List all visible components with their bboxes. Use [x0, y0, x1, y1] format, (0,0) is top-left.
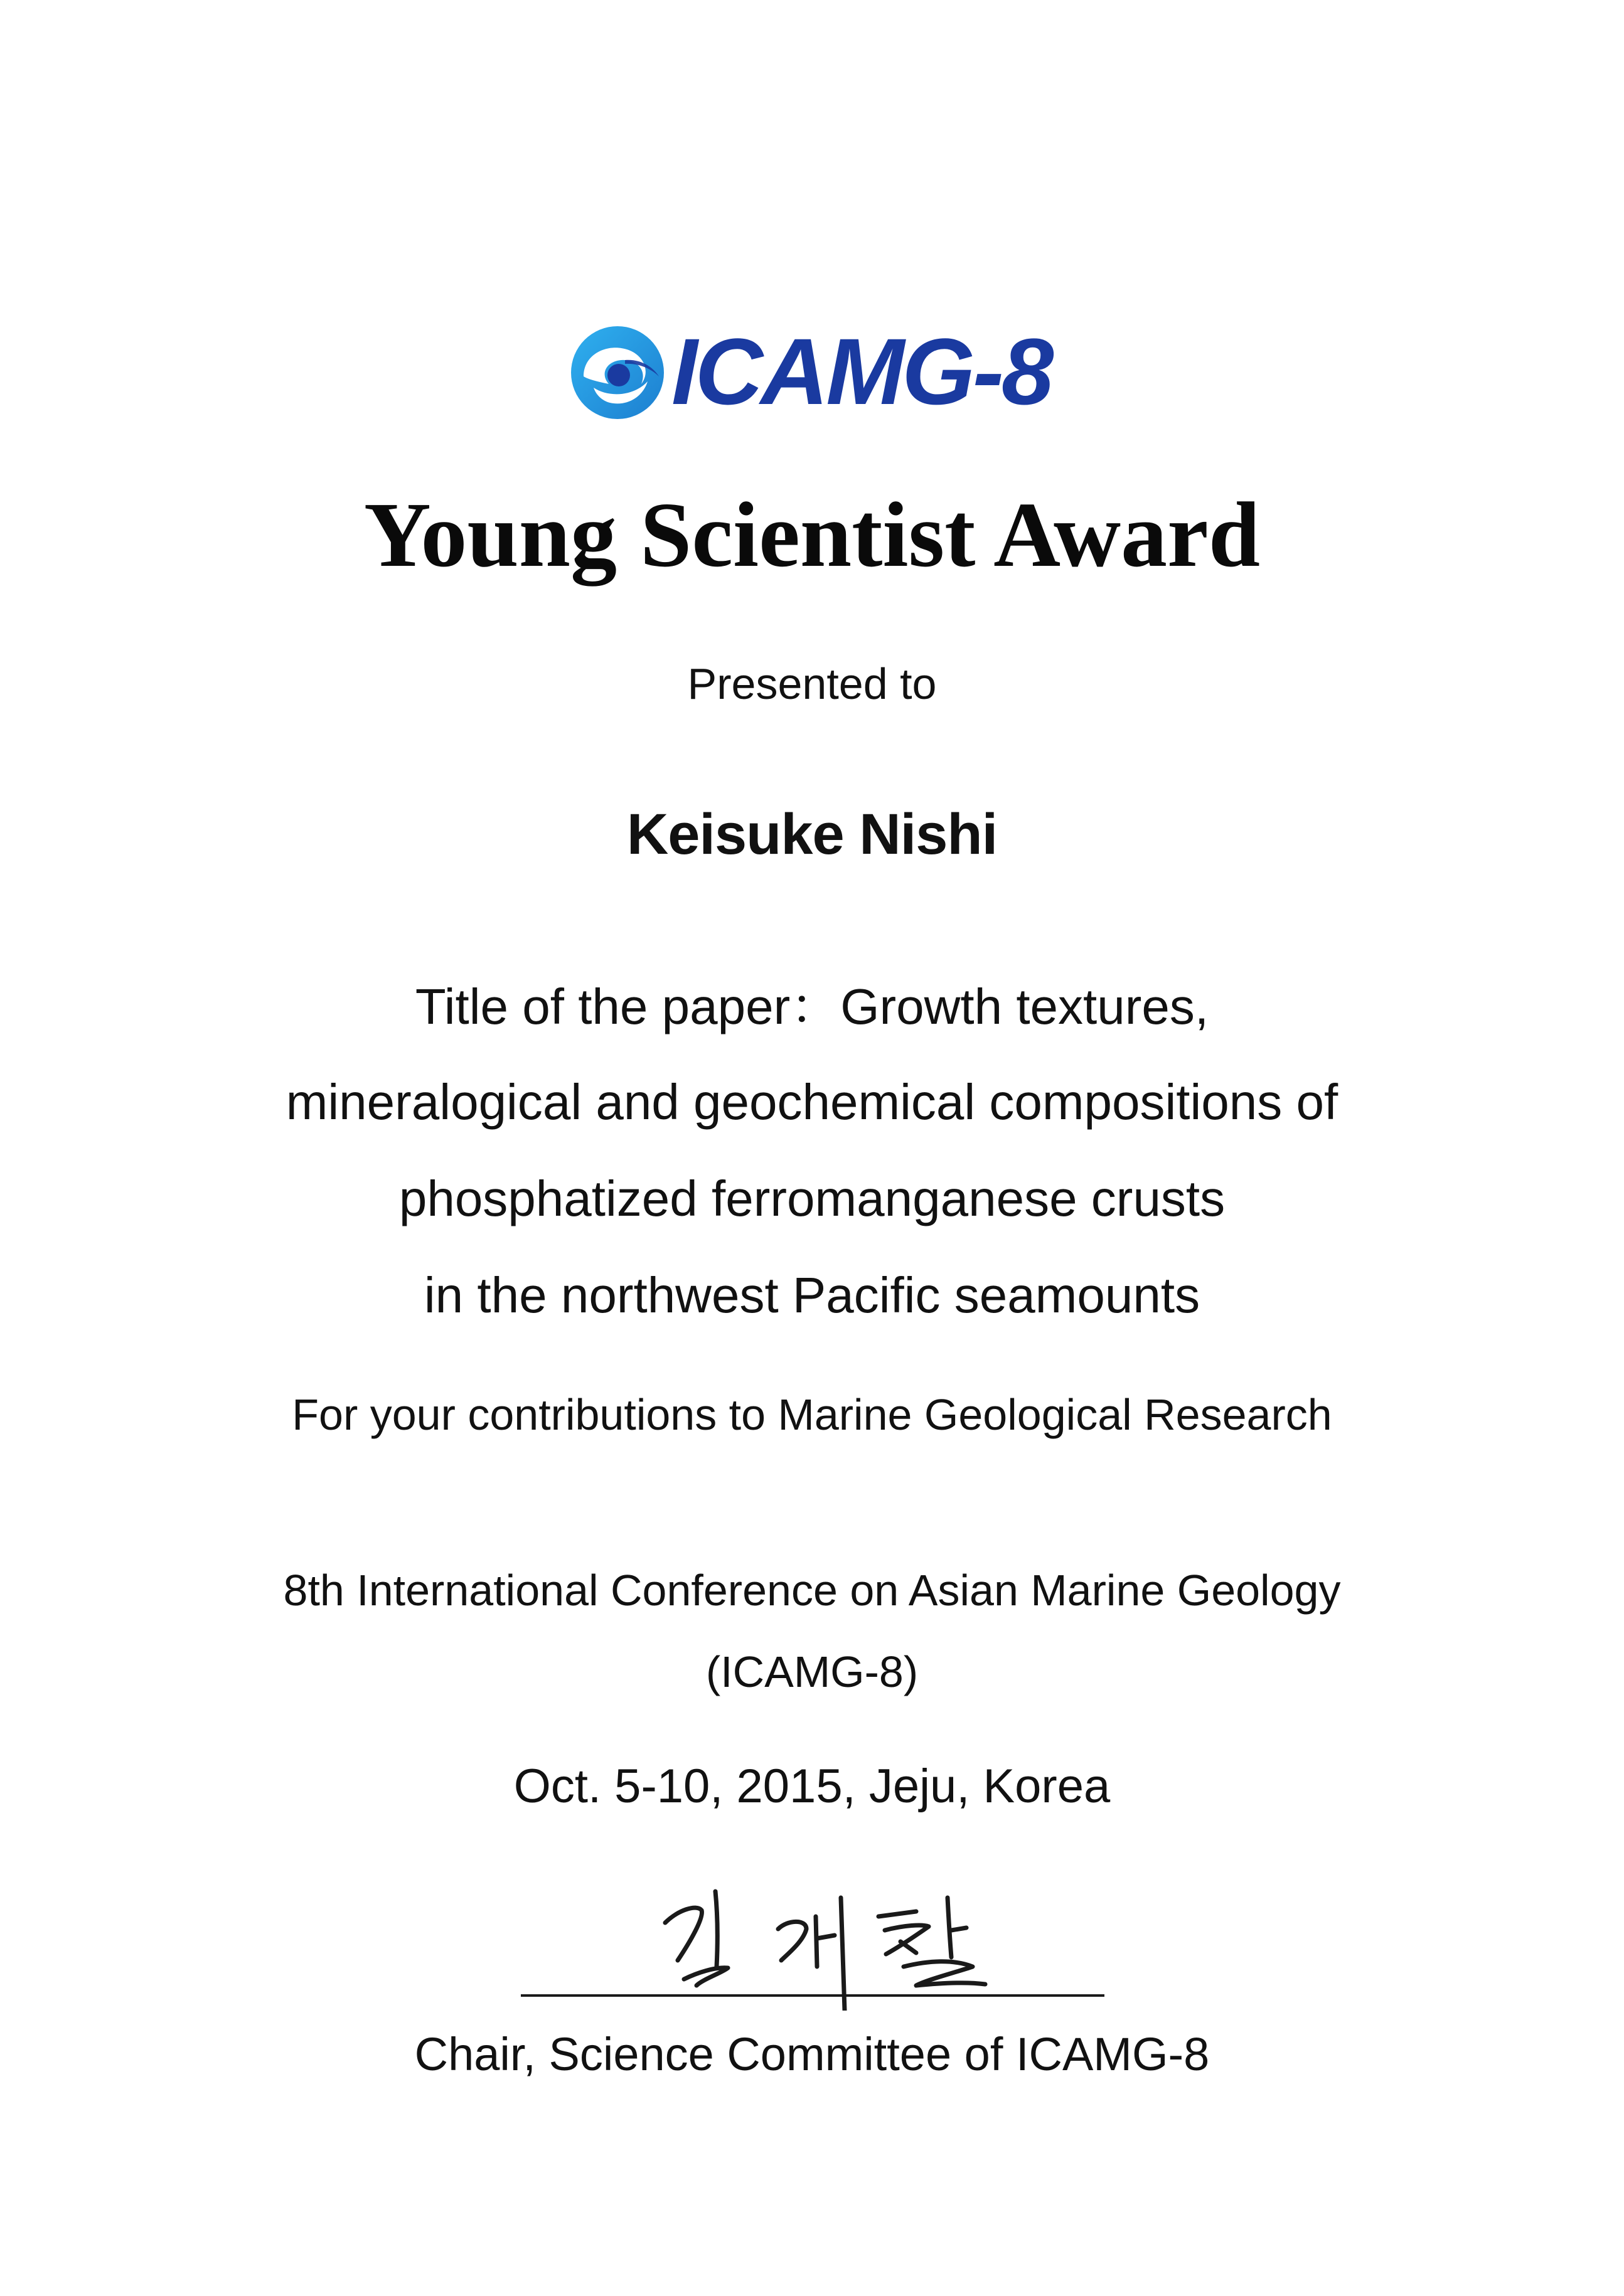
signature-line [521, 1994, 1104, 1997]
award-title: Young Scientist Award [363, 484, 1261, 587]
paper-title-line: Title of the paper：Growth textures, [415, 979, 1209, 1034]
conference-logo [565, 319, 1079, 425]
logo-text: ICAMG-8 [671, 319, 1052, 424]
handwritten-signature [653, 1873, 1004, 2011]
paper-title-line: in the northwest Pacific seamounts [424, 1267, 1200, 1323]
paper-title-line: mineralogical and geochemical compositions of [286, 1074, 1338, 1130]
conference-name: 8th International Conference on Asian Marine Geology [283, 1566, 1341, 1615]
conference-abbreviation: (ICAMG-8) [705, 1647, 919, 1696]
recipient-name: Keisuke Nishi [626, 802, 998, 866]
signer-title: Chair, Science Committee of ICAMG-8 [414, 2028, 1210, 2080]
swirl-wave-icon [565, 319, 671, 425]
contribution-statement: For your contributions to Marine Geological Research [292, 1390, 1332, 1439]
conference-date-location: Oct. 5-10, 2015, Jeju, Korea [513, 1760, 1111, 1813]
presented-to-label: Presented to [687, 659, 937, 708]
paper-title-line: phosphatized ferromanganese crusts [398, 1171, 1226, 1226]
